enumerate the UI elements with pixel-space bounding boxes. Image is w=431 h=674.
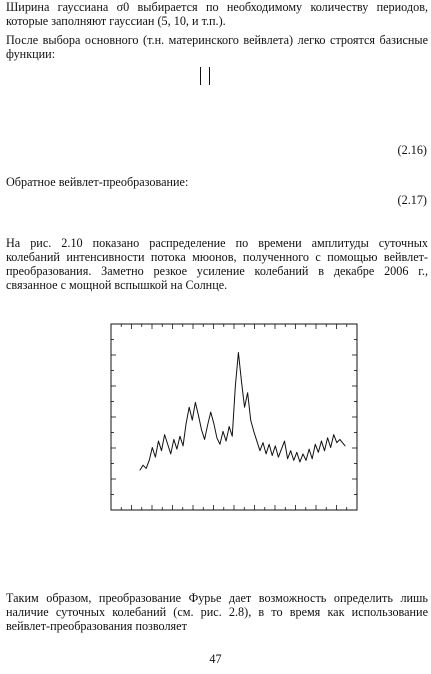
- formula-absolute-value: [195, 67, 217, 87]
- page-number: 47: [209, 652, 222, 666]
- series-line-0: [140, 352, 345, 470]
- chart-series-group: [140, 352, 345, 470]
- chart-ticks: [111, 324, 357, 510]
- chart-frame: [111, 324, 357, 510]
- paragraph-conclusion: Таким образом, преобразование Фурье дает возможность определить лишь наличие суточных колебаний (см. рис. 2.8), в то время как использование вейвлет-преобразования позволяет: [6, 591, 428, 633]
- paragraph-gaussian-width: Ширина гауссиана σ0 выбирается по необходимому количеству периодов, которые заполняют гауссиан (5, 10, и т.п.).: [6, 0, 428, 28]
- formula-bar-left: [200, 67, 201, 85]
- wavelet-amplitude-chart: [110, 323, 358, 511]
- equation-number-2-17: (2.17): [397, 193, 427, 207]
- equation-number-2-16: (2.16): [397, 143, 427, 157]
- wavelet-amplitude-figure: [110, 323, 358, 511]
- formula-bar-right: [209, 67, 210, 85]
- inverse-transform-label: Обратное вейвлет-преобразование:: [6, 175, 189, 189]
- paragraph-basis-functions: После выбора основного (т.н. материнского вейвлета) легко строятся базисные функции:: [6, 33, 428, 61]
- paragraph-figure-description: На рис. 2.10 показано распределение по времени амплитуды суточных колебаний интенсивности потока мюонов, полученного с помощью вейвлет-преобразования. Заметно резкое усиление колебаний в декабре 2006 г., связанное с мощной вспышкой на Солнце.: [6, 236, 428, 292]
